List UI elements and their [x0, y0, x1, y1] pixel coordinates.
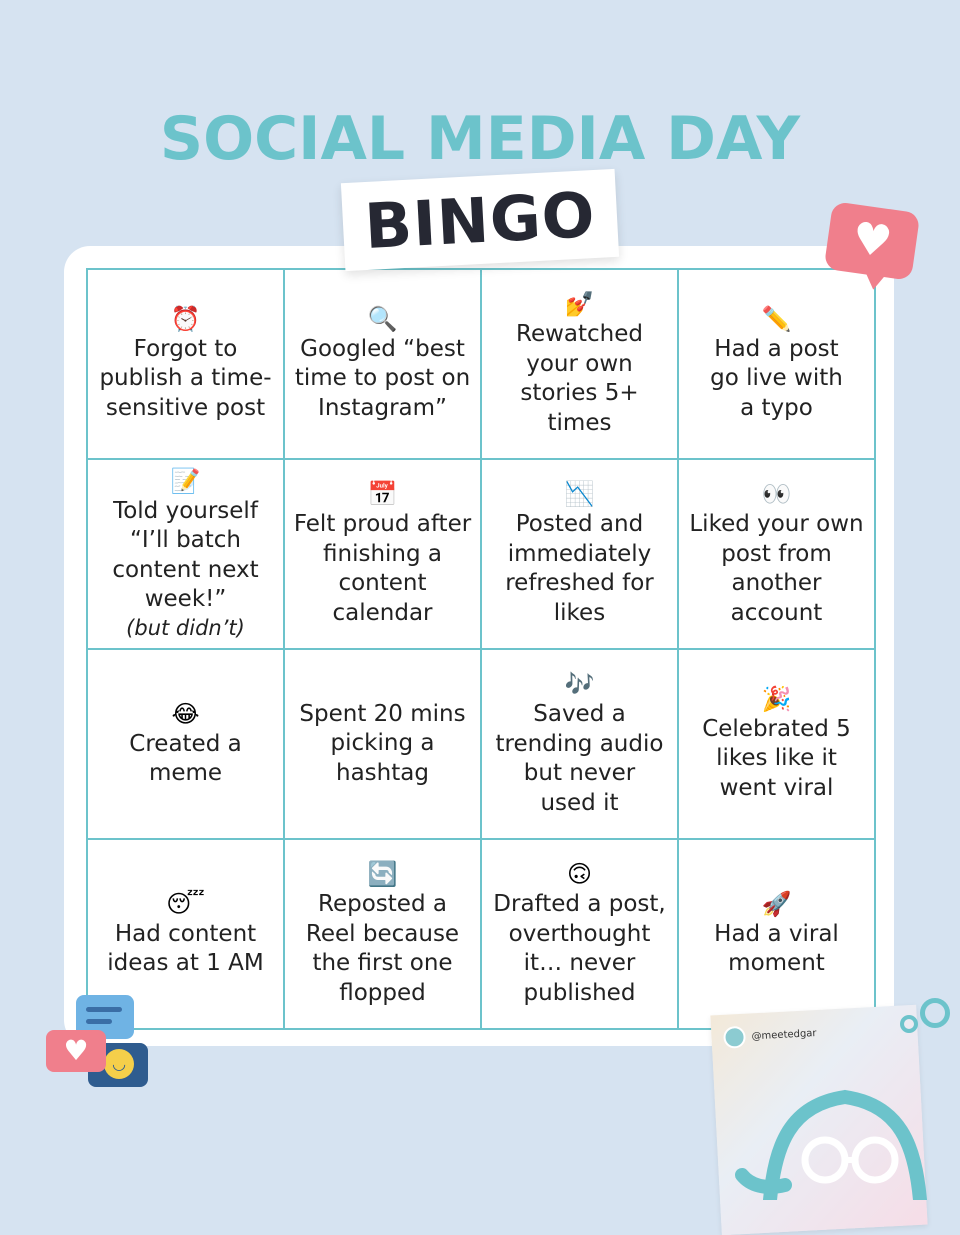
cell-text: Felt proud after finishing a content calendar [293, 511, 472, 626]
heart-icon: ♥ [63, 1034, 89, 1067]
bingo-label-box [341, 169, 619, 271]
cell-text: Rewatched your own stories 5+ times [516, 321, 643, 436]
bingo-cell[interactable] [679, 650, 876, 840]
cell-text: Saved a trending audio but never used it [495, 701, 664, 816]
post-handle: @meetedgar [751, 1027, 817, 1042]
bingo-cell[interactable] [482, 460, 679, 650]
chat-bubble-heart-icon [46, 1030, 106, 1072]
cell-text: Liked your own post from another account [689, 511, 864, 626]
like-notification-icon [824, 201, 921, 281]
chart-down-icon: 📉 [564, 480, 595, 508]
cell-text: Had content ideas at 1 AM [107, 920, 264, 976]
bingo-label: BINGO [362, 177, 598, 263]
text-line-icon [86, 1007, 122, 1012]
cell-text: Created a meme [129, 730, 242, 786]
cell-text: Spent 20 mins picking a hashtag [299, 700, 466, 786]
bingo-cell[interactable] [679, 270, 876, 460]
pencil-icon: ✏️ [761, 304, 792, 333]
bingo-cell[interactable] [285, 650, 482, 840]
smiley-icon: ◡ [104, 1049, 134, 1079]
page-title: SOCIAL MEDIA DAY [159, 104, 801, 174]
nail-polish-icon: 💅 [564, 290, 595, 318]
cell-text: Forgot to publish a time- sensitive post [99, 335, 272, 421]
repeat-icon: 🔄 [367, 860, 398, 888]
bingo-cell[interactable] [88, 270, 285, 460]
cell-text: Googled “best time to post on Instagram” [294, 335, 471, 421]
cell-text: Told yourself “I’ll batch content next week!” [112, 497, 259, 612]
bingo-cell[interactable] [285, 270, 482, 460]
rocket-icon: 🚀 [761, 889, 792, 918]
bingo-grid [86, 268, 874, 1028]
sleeping-face-icon: 😴 [166, 889, 205, 918]
bingo-cell[interactable] [482, 840, 679, 1030]
bingo-cell[interactable] [482, 270, 679, 460]
eyes-icon: 👀 [761, 480, 792, 508]
bubble-icon [920, 998, 950, 1028]
upside-down-face-icon: 🙃 [566, 860, 593, 888]
bubble-icon [900, 1015, 918, 1033]
cell-text: Had a viral moment [714, 920, 839, 976]
text-line-icon [86, 1019, 112, 1024]
bingo-cell[interactable] [285, 460, 482, 650]
calendar-icon: 📅 [367, 480, 398, 508]
laughing-face-icon: 😂 [171, 699, 200, 728]
bingo-cell[interactable] [285, 840, 482, 1030]
alarm-clock-icon: ⏰ [170, 304, 201, 333]
bingo-cell[interactable] [482, 650, 679, 840]
party-popper-icon: 🎉 [761, 684, 792, 713]
cell-text: Celebrated 5 likes like it went viral [702, 715, 851, 801]
cell-text: Drafted a post, overthought it… never published [493, 891, 666, 1006]
bingo-cell[interactable] [679, 840, 876, 1030]
music-notes-icon: 🎶 [564, 670, 595, 698]
bingo-cell[interactable] [88, 650, 285, 840]
cell-text: Reposted a Reel because the first one flopped [305, 891, 460, 1006]
memo-icon: 📝 [170, 466, 201, 495]
cell-note: (but didn’t) [126, 615, 245, 640]
octopus-mascot-icon [730, 1035, 960, 1200]
cell-text: Had a post go live with a typo [710, 335, 843, 421]
cell-text: Posted and immediately refreshed for likes [505, 511, 654, 626]
magnifier-icon: 🔍 [367, 304, 398, 333]
bingo-cell[interactable] [88, 460, 285, 650]
bingo-cell[interactable] [679, 460, 876, 650]
heart-icon: ♥ [848, 212, 896, 269]
